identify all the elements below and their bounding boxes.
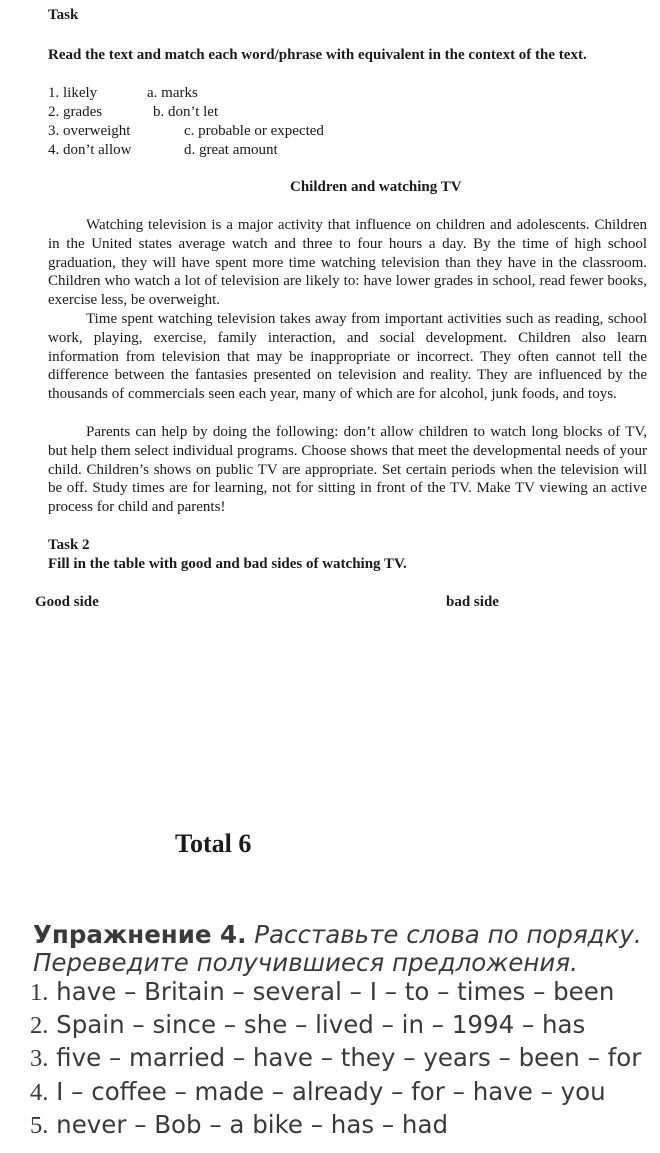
exercise-item-2 (30, 1010, 585, 1040)
exercise-item-number: 4. (30, 1079, 49, 1106)
match-right-item-b: b. don’t let (153, 104, 219, 120)
exercise-item-5 (30, 1110, 448, 1140)
text-paragraph-2: Time spent watching television takes away from important activities such as reading, school work, playing, exercise, family interaction, and social development. Children also learn information from television that may be inappropriate or incorrect. They often cannot tell the difference between the fantasies presented on television and reality. They are influenced by the thousands of commercials seen each year, many of which are for alcohol, junk foods, and toys. (48, 311, 647, 403)
exercise-instruction-1: Расставьте слова по порядку. (254, 920, 642, 949)
task2-instruction: Fill in the table with good and bad sides of watching TV. (48, 556, 407, 572)
exercise-label: Упражнение 4. (33, 920, 247, 949)
task-instruction: Read the text and match each word/phrase with equivalent in the context of the text. (48, 47, 587, 63)
total-score: Total 6 (175, 829, 252, 858)
exercise-item-number: 5. (30, 1112, 49, 1139)
exercise-item-text: Spain – since – she – lived – in – 1994 – has (56, 1010, 586, 1039)
match-right-item-d: d. great amount (184, 142, 278, 158)
bad-side-label: bad side (446, 594, 499, 610)
exercise-item-number: 1. (30, 979, 49, 1006)
task-title: Task (48, 7, 79, 23)
exercise-heading (33, 920, 642, 949)
exercise-item-number: 2. (30, 1012, 49, 1039)
text-paragraph-1: Watching television is a major activity that influence on children and adolescents. Children in the United states average watch and three to four hours a day. By the time of high school graduation, they will have spent more time watching television than they have in the classroom. Children who watch a lot of television are likely to: have lower grades in school, read fewer books, exercise less, be overweight. (48, 217, 647, 309)
match-right-item-a: a. marks (147, 85, 198, 101)
exercise-instruction-2: Переведите получившиеся предложения. (33, 948, 578, 977)
exercise-item-text: never – Bob – a bike – has – had (56, 1110, 449, 1139)
exercise-item-4 (30, 1077, 606, 1107)
task2-title: Task 2 (48, 537, 90, 553)
match-right-item-c: c. probable or expected (184, 123, 324, 139)
match-left-item-1: 1. likely (48, 85, 98, 101)
match-left-item-2: 2. grades (48, 104, 103, 120)
exercise-item-3 (30, 1043, 641, 1073)
match-left-item-4: 4. don’t allow (48, 142, 132, 158)
exercise-item-1 (30, 977, 614, 1007)
exercise-item-text: I – coffee – made – already – for – have – you (56, 1077, 606, 1106)
match-left-item-3: 3. overweight (48, 123, 131, 139)
exercise-item-text: five – married – have – they – years – been – for (56, 1043, 642, 1072)
exercise-item-number: 3. (30, 1045, 49, 1072)
exercise-item-text: have – Britain – several – I – to – times – been (56, 977, 615, 1006)
text-paragraph-3: Parents can help by doing the following: don’t allow children to watch long blocks of TV, but help them select individual programs. Choose shows that meet the developmental needs of your child. Children’s shows on public TV are appropriate. Set certain periods when the television will be off. Study times are for learning, not for sitting in front of the TV. Make TV viewing an active process for child and parents! (48, 424, 647, 516)
good-side-label: Good side (35, 594, 99, 610)
text-title: Children and watching TV (290, 179, 462, 195)
